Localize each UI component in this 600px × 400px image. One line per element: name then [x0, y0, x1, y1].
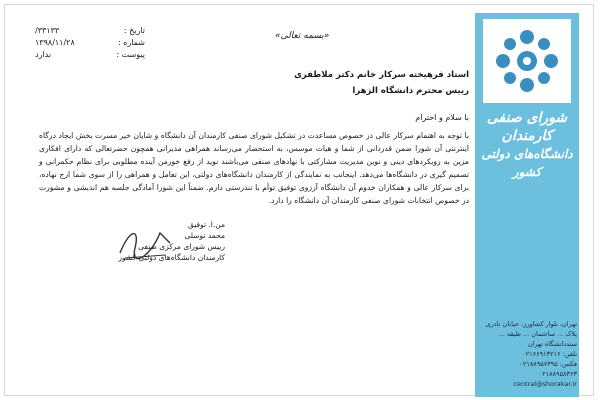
letter-page — [4, 4, 594, 396]
letter-body — [25, 15, 479, 395]
contact-line: تهران، بلوار کشاورز، خیابان نادری — [485, 320, 577, 328]
letterhead-sidebar — [475, 13, 579, 397]
signatory-organization: کارمندان دانشگاه‌های دولتی کشور — [118, 253, 225, 262]
council-emblem-icon — [483, 19, 571, 103]
contact-line: فکس: ۰۲۱۸۸۹۵۷۳۹۵ — [519, 360, 577, 368]
contact-info — [477, 319, 577, 389]
number-row — [35, 37, 145, 49]
number-label: شماره : — [117, 38, 145, 47]
signatory-title: رییس شورای مرکزی صنفی — [138, 242, 225, 251]
attachment-value: ندارد — [35, 50, 52, 59]
date-label: تاریخ : — [123, 26, 145, 35]
recipient-block — [294, 67, 469, 99]
contact-line: تلفن: ۰۲۱۶۶۹۱۳۲۱۶ — [522, 350, 577, 358]
letter-meta — [35, 25, 145, 61]
date-value: ۳۳۱۳۳/ — [35, 26, 60, 35]
logo — [483, 19, 571, 103]
contact-line: ۰۲۱۸۸۹۵۸۳۶۳ — [538, 370, 577, 378]
recipient-name: استاد فرهیخته سرکار خانم دکتر ملاطفری — [294, 70, 469, 80]
attachment-label: پیوست : — [116, 50, 145, 59]
organization-name-line2: دانشگاه‌های دولتی کشور — [481, 147, 573, 179]
contact-line: سنددانشگاه تهران — [527, 340, 577, 348]
invocation: «بسمه تعالی» — [275, 31, 330, 41]
signatory-subname: محمد توسلی — [184, 231, 225, 240]
contact-line: central@shorakar.ir — [513, 380, 577, 388]
contact-line: پلاک ... ساختمان ... طبقه ... — [498, 330, 577, 338]
attachment-row — [35, 49, 145, 61]
organization-name-line1: شورای صنفی کارمندان — [486, 110, 568, 144]
signature-block — [85, 219, 225, 263]
recipient-title: رییس محترم دانشگاه الزهرا — [352, 86, 469, 96]
date-row — [35, 25, 145, 37]
salutation: با سلام و احترام — [415, 113, 469, 122]
signatory-name: من.ا. توفیق — [187, 220, 225, 229]
number-value: ۱۳۹۸/۱۱/۲۸ — [35, 38, 75, 47]
letter-paragraph: با توجه به اهتمام سرکار عالی در خصوص مساعدت در تشکیل شورای صنفی کارمندان آن دانشگاه و شایان خیر مسرت بخش ایجاد درگاه اینترنتی آن شورا ضمن قدردانی از شما و هیات موسس، به استحضار می‌رساند همراهی مدیرانی همچون حضرتعالی که دارای افکاری مزین به رویکردهای دینی و نوین مدیریت مشارکتی با نهادهای صنفی می‌باشند نوید از رفع خورمن آینده مطلوبی برای نظام حکمرانی و تصمیم گیری در دانشگاه‌ها می‌دهد. اینجانب به نمایندگی از کارمندان دانشگاه‌های دولتی، این تعامل و همراهی را از سوی شما ارج نهاده، برای سرکار عالی و همکاران خدوم آن دانشگاه آرزوی توفیق توأم با تندرستی دارم. ضمناً این شورا آمادگی جلسه هم اندیشی و مشورت در خصوص انتخابات شورای صنفی کارمندان آن دانشگاه را دارد. — [39, 131, 469, 205]
organization-name — [473, 109, 581, 181]
